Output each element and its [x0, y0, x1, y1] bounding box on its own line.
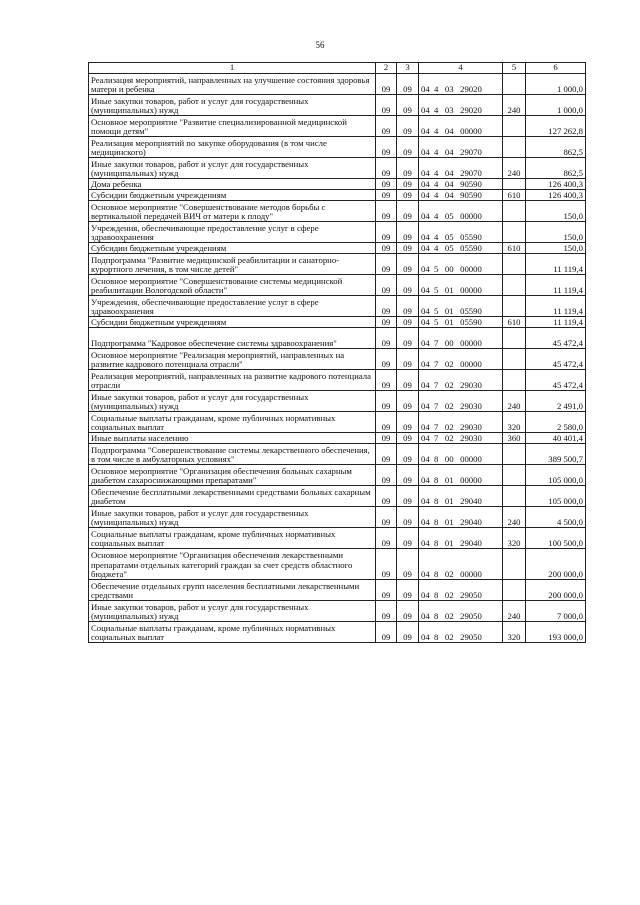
table-row — [89, 391, 586, 412]
row-subsection: 09 — [397, 370, 419, 391]
row-section: 09 — [376, 433, 397, 444]
row-amount: 45 472,4 — [526, 328, 586, 349]
row-target-code: 04 7 02 29030 — [419, 370, 503, 391]
row-amount: 105 000,0 — [526, 486, 586, 507]
row-name: Реализация мероприятий по закупке оборудования (в том числе медицинского) — [89, 137, 376, 158]
row-amount: 150,0 — [526, 201, 586, 222]
header-cell: 1 — [89, 63, 376, 74]
row-subsection: 09 — [397, 95, 419, 116]
row-amount: 2 580,0 — [526, 412, 586, 433]
row-expense-type — [503, 580, 526, 601]
row-subsection: 09 — [397, 465, 419, 486]
row-expense-type — [503, 328, 526, 349]
row-name: Подпрограмма "Совершенствование системы лекарственного обеспечения, в том числе в амбулаторных условиях" — [89, 444, 376, 465]
row-name: Реализация мероприятий, направленных на улучшение состояния здоровья матери и ребенка — [89, 74, 376, 95]
table-row — [89, 601, 586, 622]
row-target-code: 04 7 00 00000 — [419, 328, 503, 349]
row-amount: 1 000,0 — [526, 74, 586, 95]
row-target-code: 04 4 03 29020 — [419, 95, 503, 116]
row-amount: 40 401,4 — [526, 433, 586, 444]
row-section: 09 — [376, 528, 397, 549]
row-subsection: 09 — [397, 328, 419, 349]
row-section: 09 — [376, 370, 397, 391]
row-name: Подпрограмма "Кадровое обеспечение системы здравоохранения" — [89, 328, 376, 349]
row-amount: 11 119,4 — [526, 317, 586, 328]
row-amount: 11 119,4 — [526, 254, 586, 275]
row-target-code: 04 8 02 29050 — [419, 580, 503, 601]
row-target-code: 04 8 02 29050 — [419, 622, 503, 643]
row-section: 09 — [376, 622, 397, 643]
row-expense-type — [503, 486, 526, 507]
row-target-code: 04 4 04 29070 — [419, 137, 503, 158]
header-cell: 3 — [397, 63, 419, 74]
row-target-code: 04 8 02 29050 — [419, 601, 503, 622]
table-row — [89, 622, 586, 643]
row-expense-type: 240 — [503, 95, 526, 116]
row-amount: 2 491,0 — [526, 391, 586, 412]
row-target-code: 04 8 01 00000 — [419, 465, 503, 486]
row-section: 09 — [376, 179, 397, 190]
table-row — [89, 349, 586, 370]
row-name: Иные закупки товаров, работ и услуг для государственных (муниципальных) нужд — [89, 158, 376, 179]
row-expense-type — [503, 370, 526, 391]
row-target-code: 04 5 01 05590 — [419, 296, 503, 317]
row-target-code: 04 8 02 00000 — [419, 549, 503, 580]
row-section: 09 — [376, 412, 397, 433]
row-name: Иные закупки товаров, работ и услуг для государственных (муниципальных) нужд — [89, 507, 376, 528]
row-expense-type — [503, 137, 526, 158]
row-target-code: 04 5 01 00000 — [419, 275, 503, 296]
row-section: 09 — [376, 549, 397, 580]
row-name: Подпрограмма "Развитие медицинской реабилитации и санаторно-курортного лечения, в том числе детей" — [89, 254, 376, 275]
row-section: 09 — [376, 137, 397, 158]
row-name: Субсидии бюджетным учреждениям — [89, 317, 376, 328]
row-name: Иные закупки товаров, работ и услуг для государственных (муниципальных) нужд — [89, 95, 376, 116]
row-name: Социальные выплаты гражданам, кроме публичных нормативных социальных выплат — [89, 528, 376, 549]
row-section: 09 — [376, 222, 397, 243]
row-expense-type — [503, 549, 526, 580]
row-expense-type: 240 — [503, 507, 526, 528]
row-subsection: 09 — [397, 275, 419, 296]
table-row — [89, 317, 586, 328]
row-section: 09 — [376, 444, 397, 465]
table-row — [89, 275, 586, 296]
row-expense-type: 360 — [503, 433, 526, 444]
row-expense-type: 610 — [503, 190, 526, 201]
row-name: Иные закупки товаров, работ и услуг для государственных (муниципальных) нужд — [89, 601, 376, 622]
table-row — [89, 137, 586, 158]
row-expense-type — [503, 349, 526, 370]
row-name: Основное мероприятие "Совершенствование методов борьбы с вертикальной передачей ВИЧ от матери к плоду" — [89, 201, 376, 222]
table-row — [89, 465, 586, 486]
row-section: 09 — [376, 507, 397, 528]
row-subsection: 09 — [397, 254, 419, 275]
table-row — [89, 95, 586, 116]
row-subsection: 09 — [397, 158, 419, 179]
row-amount: 105 000,0 — [526, 465, 586, 486]
row-target-code: 04 7 02 29030 — [419, 391, 503, 412]
row-subsection: 09 — [397, 622, 419, 643]
row-section: 09 — [376, 349, 397, 370]
row-name: Основное мероприятие "Реализация мероприятий, направленных на развитие кадрового потенциала отрасли" — [89, 349, 376, 370]
row-section: 09 — [376, 391, 397, 412]
row-name: Иные закупки товаров, работ и услуг для государственных (муниципальных) нужд — [89, 391, 376, 412]
row-amount: 150,0 — [526, 243, 586, 254]
row-expense-type — [503, 465, 526, 486]
row-expense-type: 240 — [503, 158, 526, 179]
row-subsection: 09 — [397, 601, 419, 622]
row-name: Субсидии бюджетным учреждениям — [89, 190, 376, 201]
row-amount: 7 000,0 — [526, 601, 586, 622]
row-target-code: 04 4 05 05590 — [419, 222, 503, 243]
row-target-code: 04 4 05 00000 — [419, 201, 503, 222]
row-section: 09 — [376, 275, 397, 296]
row-amount: 862,5 — [526, 158, 586, 179]
row-amount: 11 119,4 — [526, 275, 586, 296]
row-amount: 126 400,3 — [526, 179, 586, 190]
row-name: Обеспечение бесплатными лекарственными средствами больных сахарным диабетом — [89, 486, 376, 507]
row-subsection: 09 — [397, 391, 419, 412]
row-subsection: 09 — [397, 444, 419, 465]
row-section: 09 — [376, 296, 397, 317]
row-name: Основное мероприятие "Развитие специализированной медицинской помощи детям" — [89, 116, 376, 137]
table-row — [89, 486, 586, 507]
row-expense-type — [503, 444, 526, 465]
table-row — [89, 328, 586, 349]
row-target-code: 04 4 04 29070 — [419, 158, 503, 179]
row-expense-type — [503, 74, 526, 95]
table-row — [89, 222, 586, 243]
row-name: Субсидии бюджетным учреждениям — [89, 243, 376, 254]
table-row — [89, 179, 586, 190]
row-subsection: 09 — [397, 412, 419, 433]
budget-table — [88, 62, 586, 643]
row-section: 09 — [376, 74, 397, 95]
row-subsection: 09 — [397, 486, 419, 507]
row-section: 09 — [376, 465, 397, 486]
row-section: 09 — [376, 486, 397, 507]
row-subsection: 09 — [397, 243, 419, 254]
row-section: 09 — [376, 601, 397, 622]
row-amount: 126 400,3 — [526, 190, 586, 201]
row-amount: 150,0 — [526, 222, 586, 243]
table-row — [89, 296, 586, 317]
row-expense-type — [503, 222, 526, 243]
row-name: Реализация мероприятий, направленных на развитие кадрового потенциала отрасли — [89, 370, 376, 391]
row-amount: 45 472,4 — [526, 349, 586, 370]
row-target-code: 04 8 01 29040 — [419, 528, 503, 549]
row-name: Иные выплаты населению — [89, 433, 376, 444]
row-expense-type: 240 — [503, 601, 526, 622]
row-section: 09 — [376, 201, 397, 222]
row-subsection: 09 — [397, 222, 419, 243]
row-subsection: 09 — [397, 201, 419, 222]
row-expense-type: 610 — [503, 317, 526, 328]
row-subsection: 09 — [397, 580, 419, 601]
row-amount: 200 000,0 — [526, 580, 586, 601]
row-target-code: 04 7 02 29030 — [419, 412, 503, 433]
table-header-row — [89, 63, 586, 74]
row-target-code: 04 4 05 05590 — [419, 243, 503, 254]
table-row — [89, 370, 586, 391]
row-target-code: 04 8 01 29040 — [419, 507, 503, 528]
row-amount: 862,5 — [526, 137, 586, 158]
row-expense-type — [503, 254, 526, 275]
row-amount: 193 000,0 — [526, 622, 586, 643]
row-amount: 1 000,0 — [526, 95, 586, 116]
row-name: Социальные выплаты гражданам, кроме публичных нормативных социальных выплат — [89, 412, 376, 433]
header-cell: 2 — [376, 63, 397, 74]
row-expense-type: 610 — [503, 243, 526, 254]
row-section: 09 — [376, 158, 397, 179]
row-amount: 200 000,0 — [526, 549, 586, 580]
row-subsection: 09 — [397, 349, 419, 370]
row-subsection: 09 — [397, 317, 419, 328]
table-row — [89, 158, 586, 179]
table-row — [89, 116, 586, 137]
row-subsection: 09 — [397, 179, 419, 190]
row-name: Основное мероприятие "Совершенствование системы медицинской реабилитации Вологодской области" — [89, 275, 376, 296]
row-section: 09 — [376, 190, 397, 201]
table-row — [89, 190, 586, 201]
row-amount: 389 500,7 — [526, 444, 586, 465]
row-expense-type — [503, 179, 526, 190]
table-row — [89, 201, 586, 222]
row-subsection: 09 — [397, 116, 419, 137]
row-name: Учреждения, обеспечивающие предоставление услуг в сфере здравоохранения — [89, 296, 376, 317]
row-subsection: 09 — [397, 507, 419, 528]
row-subsection: 09 — [397, 137, 419, 158]
row-section: 09 — [376, 580, 397, 601]
row-subsection: 09 — [397, 74, 419, 95]
row-subsection: 09 — [397, 549, 419, 580]
row-expense-type — [503, 201, 526, 222]
row-name: Социальные выплаты гражданам, кроме публичных нормативных социальных выплат — [89, 622, 376, 643]
row-target-code: 04 5 00 00000 — [419, 254, 503, 275]
row-expense-type — [503, 116, 526, 137]
table-row — [89, 433, 586, 444]
table-row — [89, 254, 586, 275]
row-target-code: 04 8 00 00000 — [419, 444, 503, 465]
header-cell: 4 — [419, 63, 503, 74]
table-row — [89, 74, 586, 95]
row-section: 09 — [376, 243, 397, 254]
row-section: 09 — [376, 116, 397, 137]
row-subsection: 09 — [397, 190, 419, 201]
row-name: Основное мероприятие "Организация обеспечения больных сахарным диабетом сахароснижающими препаратами" — [89, 465, 376, 486]
row-target-code: 04 8 01 29040 — [419, 486, 503, 507]
row-section: 09 — [376, 254, 397, 275]
row-expense-type: 320 — [503, 528, 526, 549]
row-amount: 100 500,0 — [526, 528, 586, 549]
row-amount: 127 262,8 — [526, 116, 586, 137]
row-target-code: 04 5 01 05590 — [419, 317, 503, 328]
row-section: 09 — [376, 317, 397, 328]
row-target-code: 04 7 02 29030 — [419, 433, 503, 444]
table-row — [89, 528, 586, 549]
row-amount: 45 472,4 — [526, 370, 586, 391]
table-row — [89, 580, 586, 601]
row-expense-type: 240 — [503, 391, 526, 412]
page-number: 56 — [315, 40, 325, 50]
row-expense-type — [503, 296, 526, 317]
row-target-code: 04 4 04 90590 — [419, 190, 503, 201]
table-row — [89, 243, 586, 254]
table-row — [89, 444, 586, 465]
table-row — [89, 549, 586, 580]
row-target-code: 04 4 03 29020 — [419, 74, 503, 95]
row-amount: 11 119,4 — [526, 296, 586, 317]
row-target-code: 04 4 04 00000 — [419, 116, 503, 137]
row-name: Обеспечение отдельных групп населения бесплатными лекарственными средствами — [89, 580, 376, 601]
row-name: Учреждения, обеспечивающие предоставление услуг в сфере здравоохранения — [89, 222, 376, 243]
row-name: Основное мероприятие "Организация обеспечения лекарственными препаратами отдельных категорий граждан за счет средств областного бюджета" — [89, 549, 376, 580]
table-row — [89, 412, 586, 433]
row-subsection: 09 — [397, 433, 419, 444]
row-name: Дома ребенка — [89, 179, 376, 190]
row-subsection: 09 — [397, 296, 419, 317]
row-expense-type: 320 — [503, 412, 526, 433]
row-section: 09 — [376, 95, 397, 116]
row-target-code: 04 4 04 90590 — [419, 179, 503, 190]
row-expense-type — [503, 275, 526, 296]
row-subsection: 09 — [397, 528, 419, 549]
header-cell: 6 — [526, 63, 586, 74]
header-cell: 5 — [503, 63, 526, 74]
row-target-code: 04 7 02 00000 — [419, 349, 503, 370]
row-amount: 4 500,0 — [526, 507, 586, 528]
row-expense-type: 320 — [503, 622, 526, 643]
row-section: 09 — [376, 328, 397, 349]
table-row — [89, 507, 586, 528]
